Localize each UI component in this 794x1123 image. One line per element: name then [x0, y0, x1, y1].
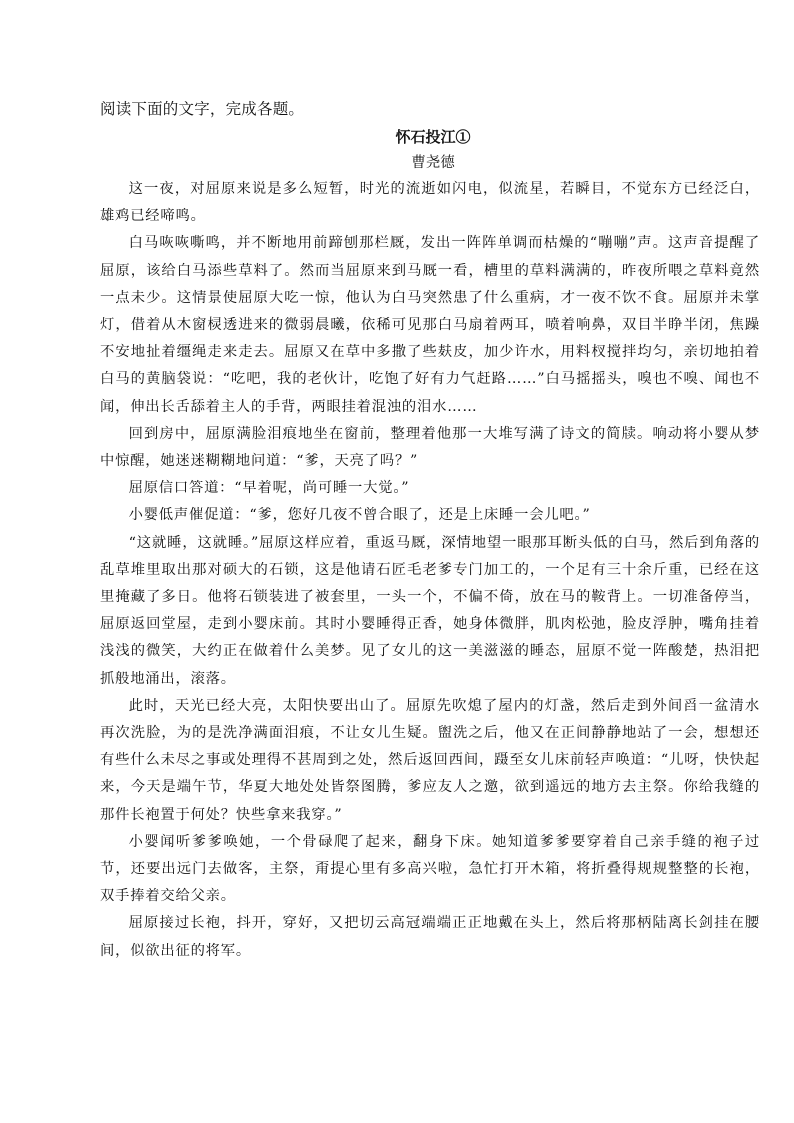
article-paragraph: 回到房中，屈原满脸泪痕地坐在窗前，整理着他那一大堆写满了诗文的简牍。响动将小婴从梦中惊醒，她迷迷糊糊地问道：“爹，天亮了吗？”	[100, 425, 760, 470]
document-page	[100, 96, 760, 965]
article-paragraph: 这一夜，对屈原来说是多么短暂，时光的流逝如闪电，似流星，若瞬目，不觉东方已经泛白，雄鸡已经啼鸣。	[100, 181, 760, 225]
article-paragraph: “这就睡，这就睡。”屈原这样应着，重返马厩，深情地望一眼那耳断头低的白马，然后到角落的乱草堆里取出那对硕大的石锁，这是他请石匠毛老爹专门加工的，一个足有三十余斤重，已经在这里掩藏了多日。他将石锁装进了被套里，一头一个，不偏不倚，放在马的鞍背上。一切准备停当，屈原返回堂屋，走到小婴床前。其时小婴睡得正香，她身体微胖，肌肉松弛，脸皮浮肿，嘴角挂着浅浅的微笑，大约正在做着什么美梦。见了女儿的这一美滋滋的睡态，屈原不觉一阵酸楚，热泪把抓般地涌出，滚落。	[100, 534, 760, 687]
question-instruction: 阅读下面的文字，完成各题。	[100, 100, 305, 118]
article-title: 怀石投江①	[395, 128, 471, 146]
article-paragraph: 屈原接过长袍，抖开，穿好，又把切云高冠端端正正地戴在头上，然后将那柄陆离长剑挂在腰间，似欲出征的将军。	[100, 915, 760, 959]
article-author: 曹尧德	[411, 155, 455, 171]
article-paragraph: 小婴闻听爹爹唤她，一个骨碌爬了起来，翻身下床。她知道爹爹要穿着自己亲手缝的袍子过节，还要出远门去做客，主祭，甭提心里有多高兴啦，急忙打开木箱，将折叠得规规整整的长袍，双手捧着交给父亲。	[100, 833, 760, 905]
article-paragraph: 白马咴咴嘶鸣，并不断地用前蹄刨那栏厩，发出一阵阵单调而枯燥的“嘣嘣”声。这声音提醒了屈原，该给白马添些草料了。然而当屈原来到马厩一看，槽里的草料满满的，昨夜所喂之草料竟然一点未少。这情景使屈原大吃一惊，他认为白马突然患了什么重病，才一夜不饮不食。屈原并未掌灯，借着从木窗棂透进来的微弱晨曦，依稀可见那白马扇着两耳，喷着响鼻，双目半睁半闭，焦躁不安地扯着缰绳走来走去。屈原又在草中多撒了些麸皮，加少许水，用料杈搅拌均匀，亲切地拍着白马的黄脑袋说：“吃吧，我的老伙计，吃饱了好有力气赶路……”白马摇摇头，嗅也不嗅、闻也不闻，伸出长舌舔着主人的手背，两眼挂着混浊的泪水……	[100, 235, 760, 415]
article-paragraph: 屈原信口答道：“早着呢，尚可睡一大觉。”	[128, 480, 410, 497]
article-body	[100, 176, 760, 965]
article-paragraph: 此时，天光已经大亮，太阳快要出山了。屈原先吹熄了屋内的灯盏，然后走到外间舀一盆清水再次洗脸，为的是洗净满面泪痕，不让女儿生疑。盥洗之后，他又在正间静静地站了一会，想想还有些什么未尽之事或处理得不甚周到之处，然后返回西间，蹑至女儿床前轻声唤道：“儿呀，快快起来，今天是端午节，华夏大地处处皆祭图腾，爹应友人之邀，欲到遥远的地方去主祭。你给我缝的那件长袍置于何处？快些拿来我穿。”	[100, 697, 760, 823]
article-paragraph: 小婴低声催促道：“爹，您好几夜不曾合眼了，还是上床睡一会儿吧。”	[128, 507, 591, 524]
